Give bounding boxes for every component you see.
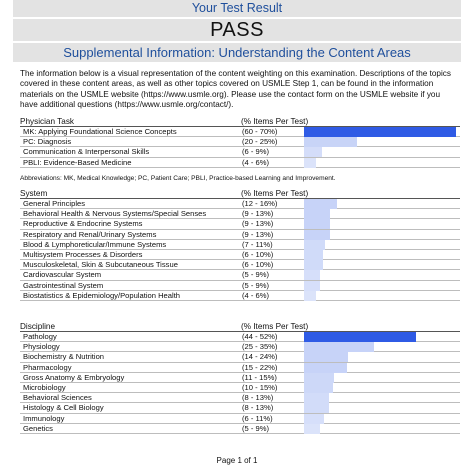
percent-range: (8 - 13%) [242,403,274,413]
content-area-row [20,250,460,260]
weight-bar [304,199,337,209]
content-area-row [20,240,460,250]
content-area-row [20,270,460,280]
content-area-label: Biochemistry & Nutrition [23,352,105,362]
weight-bar [304,342,374,352]
test-result-heading: Your Test Result [13,0,461,17]
percent-range: (44 - 52%) [242,332,278,341]
weight-bar [304,424,320,434]
page-footer: Page 1 of 1 [216,456,258,465]
weight-bar [304,352,348,362]
content-area-row [20,281,460,291]
content-area-label: Reproductive & Endocrine Systems [23,219,143,229]
content-area-row [20,137,460,147]
section-header [20,188,460,199]
content-area-label: PC: Diagnosis [23,137,72,147]
percent-range: (4 - 6%) [242,157,270,167]
content-area-row [20,260,460,270]
content-area-row [20,373,460,383]
physician-task-section [20,116,460,168]
percent-range: (9 - 13%) [242,219,274,229]
content-area-label: Behavioral Sciences [23,393,92,403]
weight-bar [304,219,330,229]
percent-range: (6 - 10%) [242,249,274,259]
content-area-label: Gastrointestinal System [23,280,104,290]
percent-range: (6 - 9%) [242,147,270,157]
weight-bar [304,383,333,393]
content-area-label: General Principles [23,199,86,208]
content-area-row [20,158,460,168]
content-area-label: Behavioral Health & Nervous Systems/Special Senses [23,209,207,219]
weight-bar [304,158,316,168]
weight-bar [304,281,320,291]
percent-header: (% Items Per Test) [241,189,309,198]
percent-range: (8 - 13%) [242,393,274,403]
content-area-row [20,352,460,362]
percent-header: (% Items Per Test) [241,322,309,331]
content-area-row [20,230,460,240]
content-area-row [20,332,460,342]
pass-outcome: PASS [13,19,461,41]
content-area-label: Multisystem Processes & Disorders [23,249,143,259]
percent-range: (5 - 9%) [242,423,270,433]
weight-bar [304,127,456,137]
content-area-row [20,199,460,209]
content-area-label: Communication & Interpersonal Skills [23,147,150,157]
weight-bar [304,373,334,383]
content-area-row [20,291,460,301]
weight-bar [304,403,329,413]
content-area-label: MK: Applying Foundational Science Concepts [23,127,177,136]
weight-bar [304,363,347,373]
content-area-label: PBLI: Evidence-Based Medicine [23,157,132,167]
weight-bar [304,260,323,270]
percent-range: (25 - 35%) [242,342,278,352]
percent-range: (4 - 6%) [242,290,270,300]
content-area-row [20,219,460,229]
content-area-row [20,403,460,413]
content-area-row [20,342,460,352]
content-area-label: Biostatistics & Epidemiology/Population Health [23,290,181,300]
weight-bar [304,270,320,280]
abbreviations-note: Abbreviations: MK, Medical Knowledge; PC, Patient Care; PBLI, Practice-based Learning and Improvement. [20,175,336,182]
content-area-row [20,414,460,424]
content-area-label: Musculoskeletal, Skin & Subcutaneous Tissue [23,260,178,270]
content-area-row [20,424,460,434]
percent-range: (5 - 9%) [242,280,270,290]
content-area-label: Genetics [23,423,53,433]
content-area-label: Cardiovascular System [23,270,102,280]
content-area-label: Blood & Lymphoreticular/Immune Systems [23,239,167,249]
section-header [20,321,460,332]
system-section [20,188,460,301]
content-area-label: Microbiology [23,382,66,392]
percent-header: (% Items Per Test) [241,117,309,126]
content-area-row [20,147,460,157]
section-header [20,116,460,127]
content-area-row [20,393,460,403]
percent-range: (14 - 24%) [242,352,278,362]
content-area-row [20,383,460,393]
content-area-row [20,363,460,373]
percent-range: (7 - 11%) [242,239,273,249]
percent-range: (5 - 9%) [242,270,270,280]
system-rows [20,199,460,301]
percent-range: (12 - 16%) [242,199,278,208]
physician-task-rows [20,127,460,168]
weight-bar [304,147,322,157]
section-title: Physician Task [20,117,75,126]
content-area-label: Gross Anatomy & Embryology [23,372,125,382]
weight-bar [304,230,330,240]
content-area-label: Respiratory and Renal/Urinary Systems [23,229,157,239]
content-area-label: Pathology [23,332,57,341]
content-area-row [20,127,460,137]
weight-bar [304,250,323,260]
weight-bar [304,393,329,403]
percent-range: (11 - 15%) [242,372,277,382]
content-area-label: Immunology [23,413,65,423]
content-area-label: Pharmacology [23,362,72,372]
percent-range: (9 - 13%) [242,209,274,219]
content-area-label: Physiology [23,342,60,352]
percent-range: (6 - 11%) [242,413,273,423]
percent-range: (6 - 10%) [242,260,274,270]
weight-bar [304,137,357,147]
percent-range: (10 - 15%) [242,382,278,392]
section-title: Discipline [20,322,56,331]
intro-paragraph: The information below is a visual representation of the content weighting on this examination. Descriptions of the topics covered in these content areas, as well as other topics covered on USMLE Step 1, can be found in the information materials on the USMLE website (https://www.usmle.org). Please use the contact form on the USMLE website if you have additional questions (https://www.usmle.org/contact/). [20,69,451,110]
weight-bar [304,240,325,250]
content-area-row [20,209,460,219]
percent-range: (9 - 13%) [242,229,274,239]
weight-bar [304,332,416,342]
percent-range: (15 - 22%) [242,362,278,372]
weight-bar [304,291,316,301]
weight-bar [304,209,330,219]
section-title: System [20,189,48,198]
discipline-section [20,321,460,434]
percent-range: (60 - 70%) [242,127,278,136]
supplemental-info-heading: Supplemental Information: Understanding the Content Areas [13,43,461,62]
percent-range: (20 - 25%) [242,137,278,147]
weight-bar [304,414,324,424]
discipline-rows [20,332,460,434]
content-area-label: Histology & Cell Biology [23,403,104,413]
